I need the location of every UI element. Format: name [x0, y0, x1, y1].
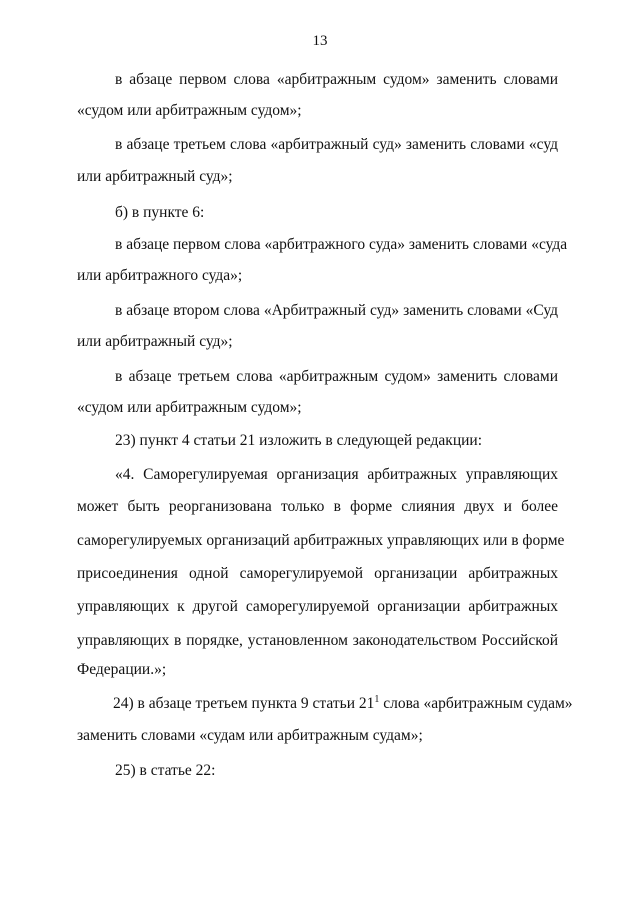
paragraph-line: или арбитражного суда»; [77, 267, 243, 284]
paragraph-line: в абзаце первом слова «арбитражного суда» заменить словами «суда [115, 236, 568, 253]
paragraph-line: или арбитражный суд»; [77, 333, 233, 350]
paragraph-line: в абзаце третьем слова «арбитражный суд» заменить словами «суд [115, 136, 558, 153]
page-number: 13 [312, 33, 328, 49]
paragraph-line: заменить словами «судам или арбитражным судам»; [77, 727, 423, 744]
paragraph-line: может быть реорганизована только в форме слияния двух и более [77, 498, 558, 515]
paragraph-line: или арбитражный суд»; [77, 168, 233, 185]
paragraph-line: Федерации.»; [77, 661, 167, 678]
paragraph-line: саморегулируемых организаций арбитражных управляющих или в форме [77, 532, 565, 549]
list-item-heading: 23) пункт 4 статьи 21 изложить в следующей редакции: [115, 432, 483, 449]
paragraph-line: «4. Саморегулируемая организация арбитражных управляющих [115, 466, 558, 483]
paragraph-line: управляющих в порядке, установленном законодательством Российской [77, 632, 558, 649]
paragraph-line: присоединения одной саморегулируемой организации арбитражных [77, 565, 558, 582]
paragraph-line: в абзаце первом слова «арбитражным судом» заменить словами [115, 71, 558, 88]
paragraph-line [113, 694, 573, 714]
paragraph-line: в абзаце третьем слова «арбитражным судом» заменить словами [115, 368, 558, 385]
paragraph-text: 24) в абзаце третьем пункта 9 статьи 21 [113, 695, 375, 712]
article-superscript: 1 [374, 694, 380, 705]
paragraph-line: «судом или арбитражным судом»; [77, 102, 302, 119]
list-item-heading: 25) в статье 22: [115, 762, 216, 779]
paragraph-line: «судом или арбитражным судом»; [77, 399, 302, 416]
list-item-heading: б) в пункте 6: [115, 204, 205, 221]
paragraph-text: слова «арбитражным судам» [379, 695, 573, 712]
paragraph-line: в абзаце втором слова «Арбитражный суд» заменить словами «Суд [115, 302, 558, 319]
paragraph-line: управляющих к другой саморегулируемой организации арбитражных [77, 598, 558, 615]
